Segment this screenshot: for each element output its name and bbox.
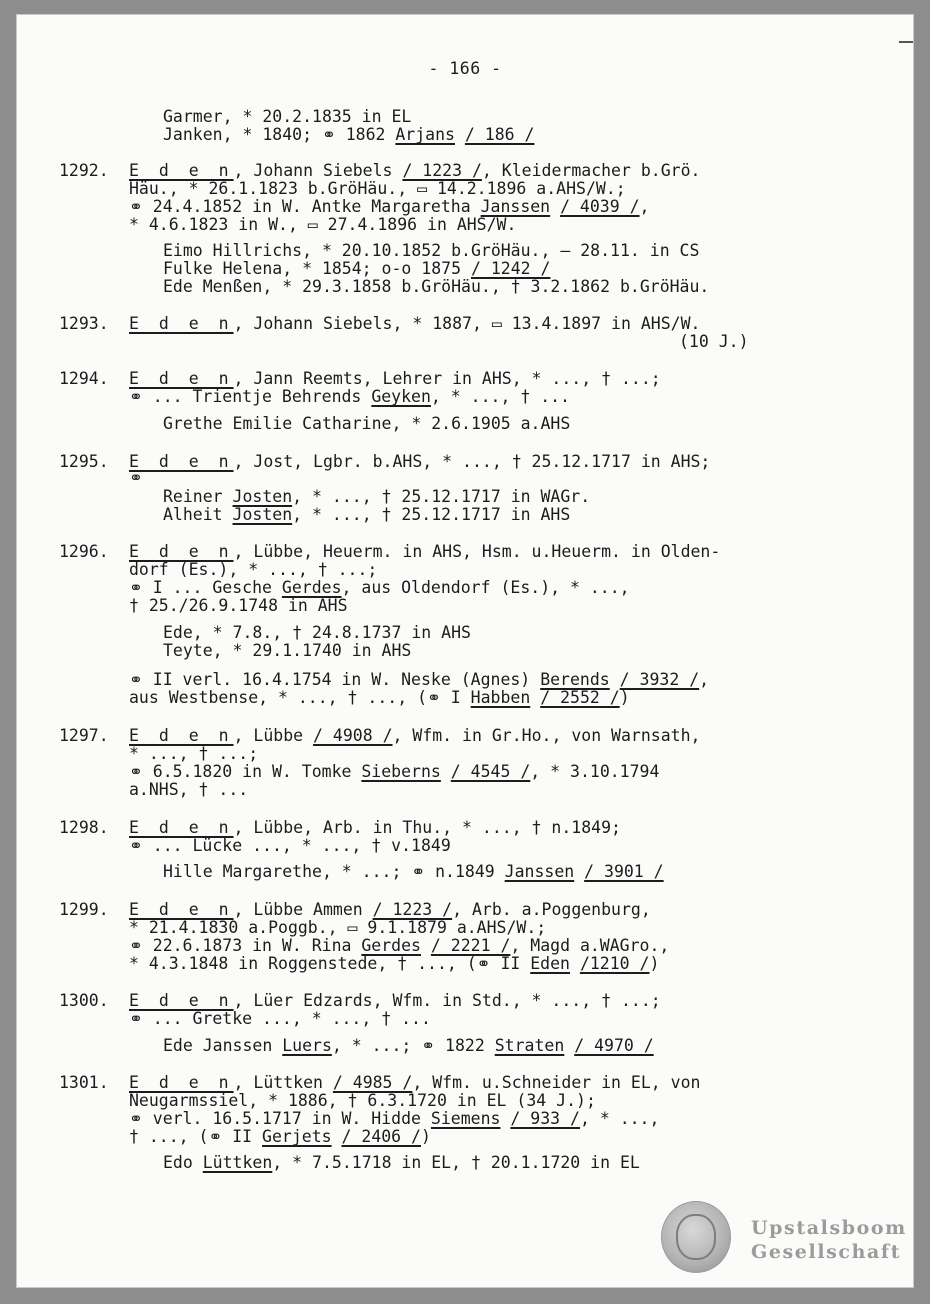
entry-line: Häu., * 26.1.1823 b.GröHäu., ▭ 14.2.1896 a.AHS/W.; xyxy=(129,179,626,198)
entry-number: 1296. xyxy=(59,542,109,561)
continuation-line: Janken, * 1840; ⚭ 1862 Arjans / 186 / xyxy=(163,125,535,144)
entry-line: ⚭ I ... Gesche Gerdes, aus Oldendorf (Es.), * ..., xyxy=(129,578,630,597)
entry-line: E d e n, Lübbe / 4908 /, Wfm. in Gr.Ho., von Warnsath, xyxy=(129,726,701,745)
child-line: Grethe Emilie Catharine, * 2.6.1905 a.AHS xyxy=(163,414,571,433)
entry-number: 1297. xyxy=(59,726,109,745)
entry-line: * 4.3.1848 in Roggenstede, † ..., (⚭ II Eden /1210 /) xyxy=(129,954,660,973)
entry-line: a.NHS, † ... xyxy=(129,780,249,799)
child-line: Edo Lüttken, * 7.5.1718 in EL, † 20.1.1720 in EL xyxy=(163,1153,640,1172)
child-line: Teyte, * 29.1.1740 in AHS xyxy=(163,641,412,660)
logo-text-line1: Upstalsboom xyxy=(751,1217,907,1239)
entry-line: * 21.4.1830 a.Poggb., ▭ 9.1.1879 a.AHS/W.; xyxy=(129,918,547,937)
seal-logo xyxy=(661,1201,731,1273)
logo-text-line2: Gesellschaft xyxy=(751,1241,902,1263)
child-line: Hille Margarethe, * ...; ⚭ n.1849 Janssen / 3901 / xyxy=(163,862,664,881)
entry-line: E d e n, Jost, Lgbr. b.AHS, * ..., † 25.12.1717 in AHS; xyxy=(129,452,711,471)
entry-line: ⚭ verl. 16.5.1717 in W. Hidde Siemens / 933 /, * ..., xyxy=(129,1109,660,1128)
entry-line: ⚭ II verl. 16.4.1754 in W. Neske (Agnes) Berends / 3932 /, xyxy=(129,670,710,689)
entry-number: 1300. xyxy=(59,991,109,1010)
entry-number: 1298. xyxy=(59,818,109,837)
child-line: Fulke Helena, * 1854; o-o 1875 / 1242 / xyxy=(163,259,551,278)
child-line: Ede Janssen Luers, * ...; ⚭ 1822 Straten / 4970 / xyxy=(163,1036,654,1055)
entry-line: E d e n, Johann Siebels, * 1887, ▭ 13.4.1897 in AHS/W. xyxy=(129,314,701,333)
entry-line: dorf (Es.), * ..., † ...; xyxy=(129,560,378,579)
page-number: - 166 - xyxy=(428,59,502,78)
child-line: Ede Menßen, * 29.3.1858 b.GröHäu., † 3.2.1862 b.GröHäu. xyxy=(163,277,710,296)
entry-line: Neugarmssiel, * 1886, † 6.3.1720 in EL (34 J.); xyxy=(129,1091,596,1110)
entry-line: * 4.6.1823 in W., ▭ 27.4.1896 in AHS/W. xyxy=(129,215,517,234)
corner-mark xyxy=(899,41,913,43)
entry-line: E d e n, Lübbe Ammen / 1223 /, Arb. a.Poggenburg, xyxy=(129,900,651,919)
entry-line: † ..., (⚭ II Gerjets / 2406 /) xyxy=(129,1127,431,1146)
entry-line: ⚭ ... Trientje Behrends Geyken, * ..., † ... xyxy=(129,387,570,406)
entry-line: ⚭ 24.4.1852 in W. Antke Margaretha Janssen / 4039 /, xyxy=(129,197,650,216)
child-line: Alheit Josten, * ..., † 25.12.1717 in AHS xyxy=(163,505,571,524)
entry-line: ⚭ ... Lücke ..., * ..., † v.1849 xyxy=(129,836,451,855)
entry-number: 1299. xyxy=(59,900,109,919)
entry-line: E d e n, Lüer Edzards, Wfm. in Std., * ..., † ...; xyxy=(129,991,661,1010)
entry-line: † 25./26.9.1748 in AHS xyxy=(129,596,348,615)
entry-line: E d e n, Johann Siebels / 1223 /, Kleidermacher b.Grö. xyxy=(129,161,701,180)
entry-line: ⚭ 22.6.1873 in W. Rina Gerdes / 2221 /, Magd a.WAGro., xyxy=(129,936,670,955)
entry-line: ⚭ ... Gretke ..., * ..., † ... xyxy=(129,1009,431,1028)
entry-line: aus Westbense, * ..., † ..., (⚭ I Habben / 2552 /) xyxy=(129,688,630,707)
entry-number: 1301. xyxy=(59,1073,109,1092)
continuation-line: Garmer, * 20.2.1835 in EL xyxy=(163,107,412,126)
child-line: Eimo Hillrichs, * 20.10.1852 b.GröHäu., – 28.11. in CS xyxy=(163,241,700,260)
child-line: Ede, * 7.8., † 24.8.1737 in AHS xyxy=(163,623,471,642)
entry-number: 1294. xyxy=(59,369,109,388)
child-line: Reiner Josten, * ..., † 25.12.1717 in WAGr. xyxy=(163,487,591,506)
document-page xyxy=(16,14,914,1288)
entry-line: E d e n, Lübbe, Arb. in Thu., * ..., † n.1849; xyxy=(129,818,621,837)
entry-line: E d e n, Jann Reemts, Lehrer in AHS, * ..., † ...; xyxy=(129,369,661,388)
entry-line: ⚭ xyxy=(129,468,143,487)
entry-line: ⚭ 6.5.1820 in W. Tomke Sieberns / 4545 /, * 3.10.1794 xyxy=(129,762,660,781)
entry-number: 1293. xyxy=(59,314,109,333)
entry-line: * ..., † ...; xyxy=(129,744,259,763)
entry-line: E d e n, Lüttken / 4985 /, Wfm. u.Schneider in EL, von xyxy=(129,1073,701,1092)
entry-number: 1292. xyxy=(59,161,109,180)
entry-line: E d e n, Lübbe, Heuerm. in AHS, Hsm. u.Heuerm. in Olden- xyxy=(129,542,721,561)
entry-line: (10 J.) xyxy=(679,332,749,351)
entry-number: 1295. xyxy=(59,452,109,471)
